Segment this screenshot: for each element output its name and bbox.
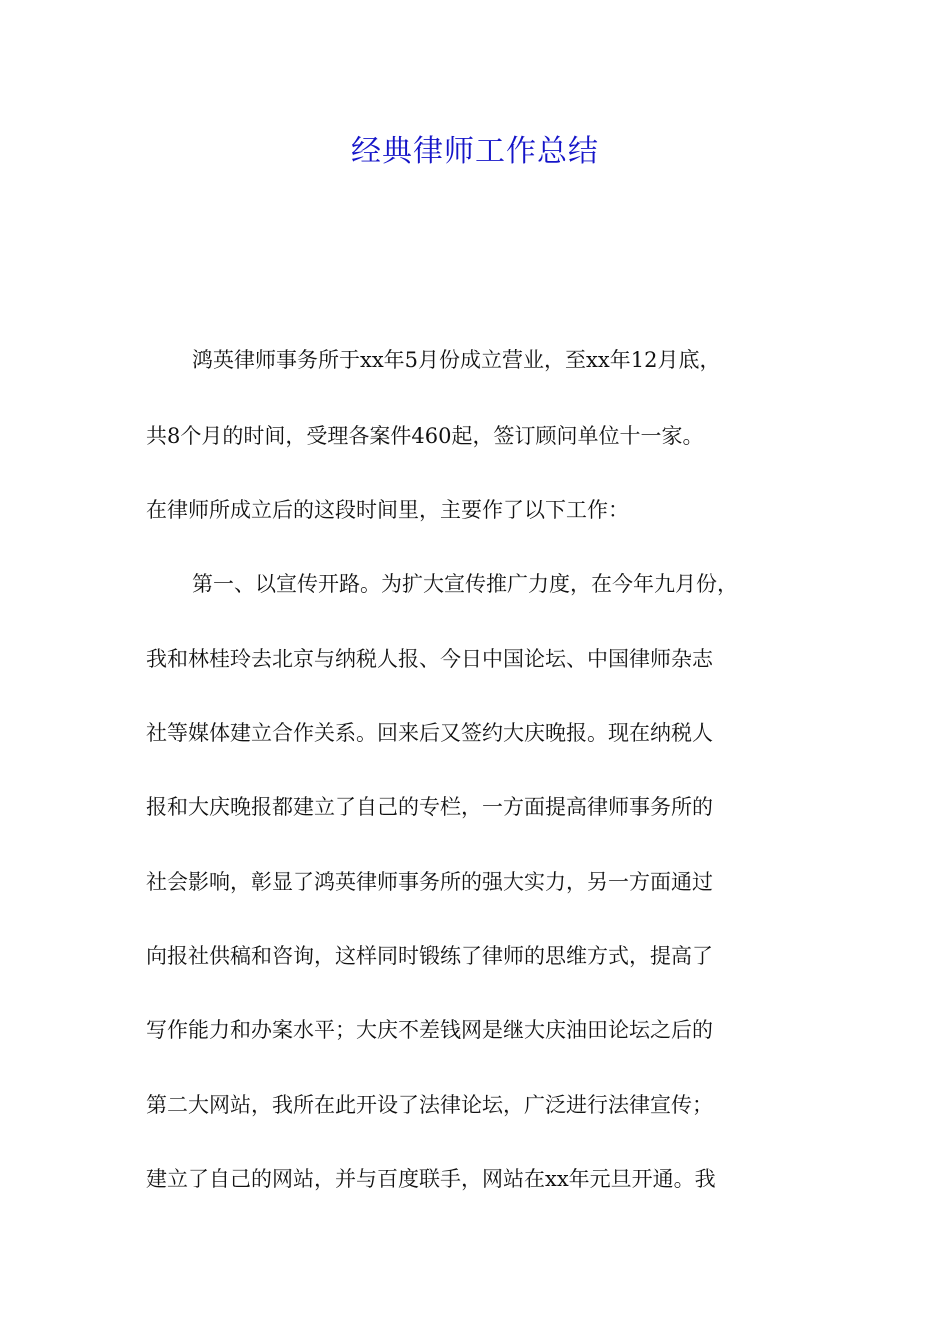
paragraph-line: 建立了自己的网站，并与百度联手，网站在xx年元旦开通。我 <box>146 1167 716 1191</box>
paragraph-line: 社等媒体建立合作关系。回来后又签约大庆晚报。现在纳税人 <box>146 721 713 745</box>
paragraph-line: 第二大网站，我所在此开设了法律论坛，广泛进行法律宣传； <box>146 1093 713 1117</box>
paragraph-line: 报和大庆晚报都建立了自己的专栏，一方面提高律师事务所的 <box>146 795 713 819</box>
paragraph-line: 向报社供稿和咨询，这样同时锻练了律师的思维方式，提高了 <box>146 944 713 968</box>
paragraph-line: 第一、以宣传开路。为扩大宣传推广力度，在今年九月份， <box>192 572 738 596</box>
paragraph-line: 共8个月的时间，受理各案件460起，签订顾问单位十一家。 <box>146 424 704 448</box>
paragraph-line: 社会影响，彰显了鸿英律师事务所的强大实力，另一方面通过 <box>146 870 713 894</box>
paragraph-line: 在律师所成立后的这段时间里，主要作了以下工作： <box>146 498 629 522</box>
document-title: 经典律师工作总结 <box>351 134 599 169</box>
paragraph-line: 我和林桂玲去北京与纳税人报、今日中国论坛、中国律师杂志 <box>146 647 713 671</box>
paragraph-line: 写作能力和办案水平；大庆不差钱网是继大庆油田论坛之后的 <box>146 1018 713 1042</box>
paragraph-line: 鸿英律师事务所于xx年5月份成立营业，至xx年12月底， <box>192 348 721 372</box>
